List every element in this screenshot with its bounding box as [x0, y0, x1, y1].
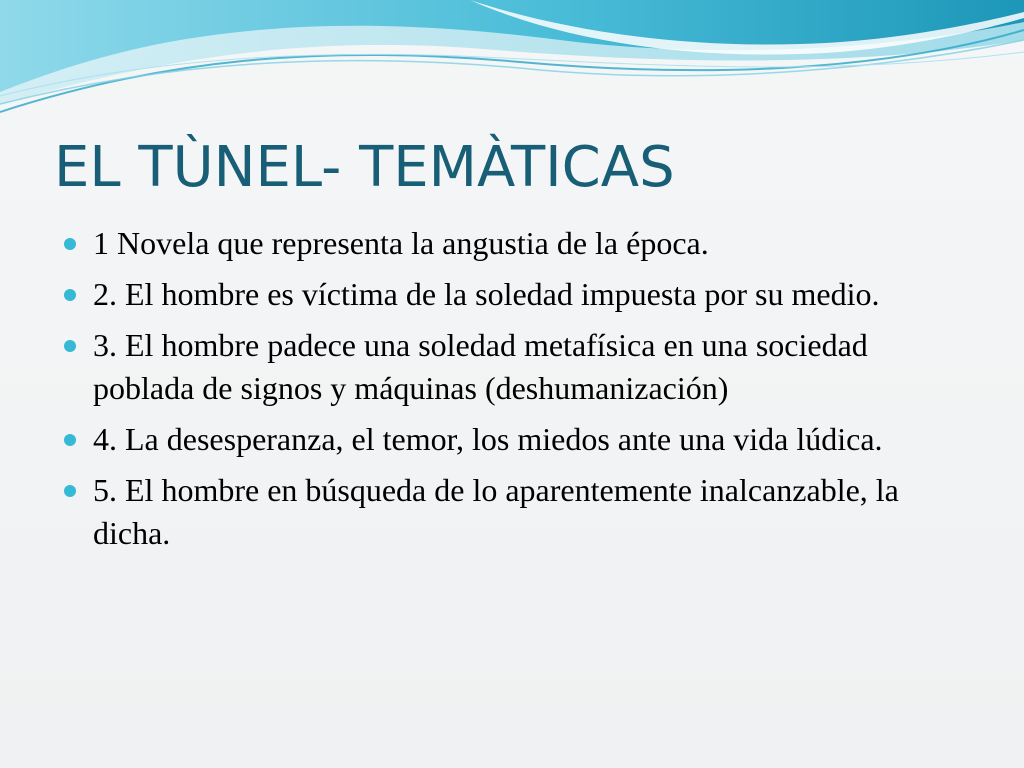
bullet-list — [64, 222, 964, 563]
bullet-dot-icon — [64, 340, 76, 352]
bullet-dot-icon — [64, 238, 76, 250]
bullet-text: 4. La desesperanza, el temor, los miedos ante una vida lúdica. — [93, 421, 883, 457]
bullet-text: 5. El hombre en búsqueda de lo aparentemente inalcanzable, la dicha. — [93, 472, 899, 551]
header-wave-decoration — [0, 0, 1024, 130]
bullet-text: 2. El hombre es víctima de la soledad impuesta por su medio. — [93, 276, 880, 312]
bullet-item-3 — [64, 324, 964, 410]
bullet-item-4 — [64, 418, 964, 461]
bullet-dot-icon — [64, 434, 76, 446]
bullet-item-1 — [64, 222, 964, 265]
bullet-dot-icon — [64, 289, 76, 301]
bullet-dot-icon — [64, 485, 76, 497]
bullet-item-5 — [64, 469, 964, 555]
slide-title: EL TÙNEL- TEMÀTICAS — [54, 135, 675, 200]
bullet-item-2 — [64, 273, 964, 316]
bullet-text: 1 Novela que representa la angustia de la época. — [93, 225, 709, 261]
bullet-text: 3. El hombre padece una soledad metafísica en una sociedad poblada de signos y máquinas (deshumanización) — [93, 327, 868, 406]
